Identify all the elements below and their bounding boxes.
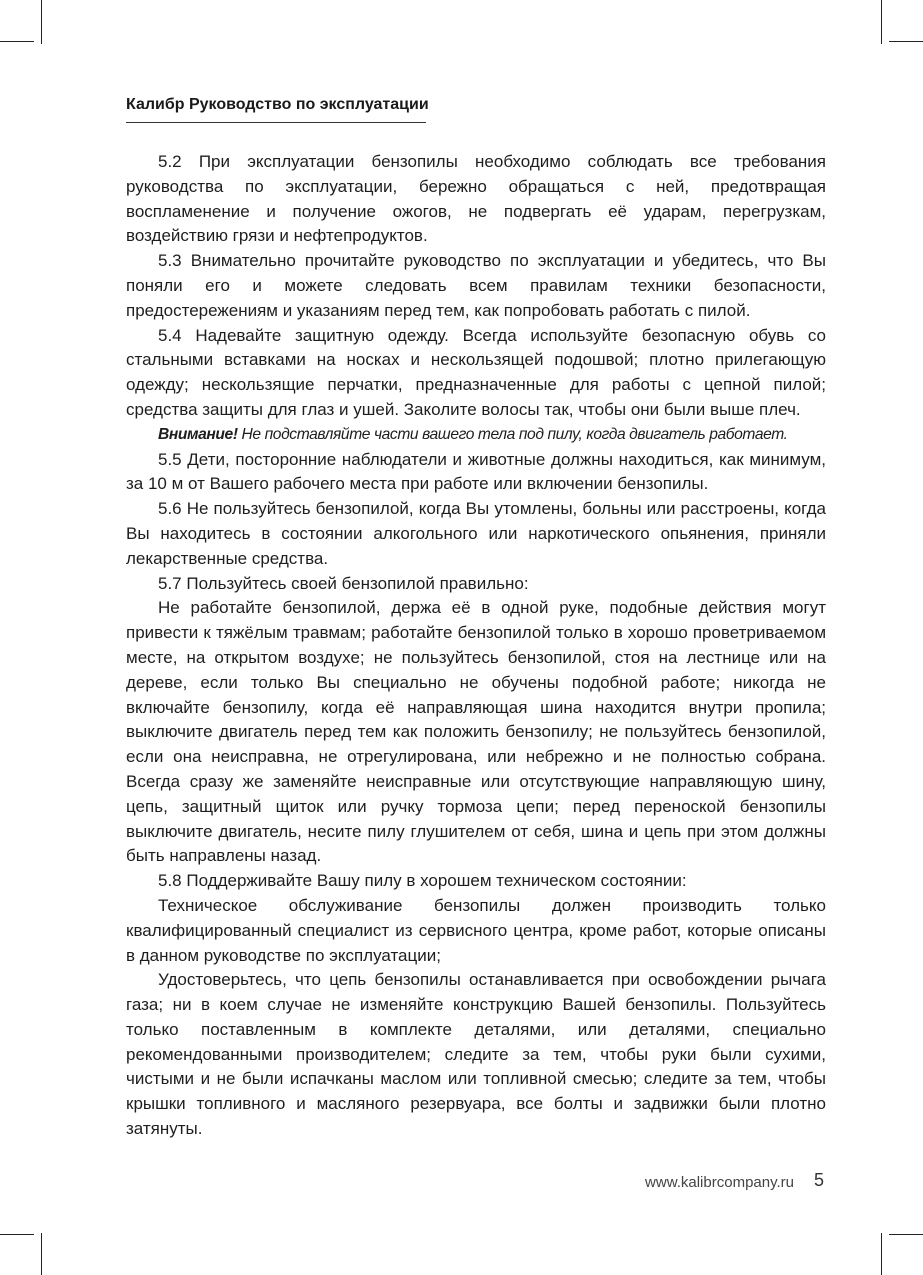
document-body [126, 150, 826, 1142]
paragraph-5-5: 5.5 Дети, посторонние наблюдатели и животные должны находиться, как минимум, за 10 м от Вашего рабочего места при работе или включении бензопилы. [126, 449, 826, 494]
header-rule [126, 122, 426, 123]
running-header: Калибр Руководство по эксплуатации [126, 96, 429, 113]
paragraph-5-8-body-1: Техническое обслуживание бензопилы должен производить только квалифицированный специалист из сервисного центра, кроме работ, которые описаны в данном руководстве по эксплуатации; [126, 895, 826, 965]
paragraph-5-8-body-2: Удостоверьтесь, что цепь бензопилы останавливается при освобождении рычага газа; ни в коем случае не изменяйте конструкцию Вашей бензопилы. Пользуйтесь только поставленным в комплекте деталями, или деталями, специально рекомендованными производителем; следите за тем, чтобы руки были сухими, чистыми и не были испачканы маслом или топливной смесью; следите за тем, чтобы крышки топливного и масляного резервуара, все болты и задвижки были плотно затянуты. [126, 970, 826, 1139]
crop-mark-top-right-horizontal [889, 41, 923, 42]
warning-note [126, 423, 826, 448]
crop-mark-top-left-horizontal [0, 41, 34, 42]
crop-mark-bottom-right-vertical [881, 1233, 882, 1275]
crop-mark-top-left-vertical [41, 0, 42, 44]
paragraph-5-7: 5.7 Пользуйтесь своей бензопилой правильно: [158, 573, 529, 593]
crop-mark-bottom-right-horizontal [889, 1234, 923, 1235]
crop-mark-bottom-left-horizontal [0, 1234, 34, 1235]
paragraph-5-6: 5.6 Не пользуйтесь бензопилой, когда Вы утомлены, больны или расстроены, когда Вы находитесь в состоянии алкогольного или наркотического опьянения, приняли лекарственные средства. [126, 499, 826, 568]
crop-mark-bottom-left-vertical [41, 1233, 42, 1275]
paragraph-5-3: 5.3 Внимательно прочитайте руководство по эксплуатации и убедитесь, что Вы поняли его и можете следовать всем правилам техники безопасности, предостережениям и указаниям перед тем, как попробовать работать с пилой. [126, 251, 826, 320]
warning-text: Не подставляйте части вашего тела под пилу, когда двигатель работает. [237, 425, 788, 443]
paragraph-5-8: 5.8 Поддерживайте Вашу пилу в хорошем техническом состоянии: [158, 871, 687, 891]
paragraph-5-4: 5.4 Надевайте защитную одежду. Всегда используйте безопасную обувь со стальными вставками на носках и нескользящей подошвой; плотно прилегающую одежду; нескользящие перчатки, предназначенные для работы с цепной пилой; средства защиты для глаз и ушей. Заколите волосы так, чтобы они были выше плеч. [126, 325, 826, 419]
footer-url: www.kalibrcompany.ru [645, 1174, 794, 1191]
paragraph-5-7-body: Не работайте бензопилой, держа её в одной руке, подобные действия могут привести к тяжёлым травмам; работайте бензопилой только в хорошо проветриваемом месте, на открытом воздухе; не пользуйтесь бензопилой, стоя на лестнице или на дереве, если только Вы специально не обучены подобной работе; никогда не включайте бензопилу, когда её направляющая шина находится внутри пропила; выключите двигатель перед тем как положить бензопилу; не пользуйтесь бензопилой, если она неисправна, не отрегулирована, или небрежно и не полностью собрана. Всегда сразу же заменяйте неисправные или отсутствующие направляющую шину, цепь, защитный щиток или ручку тормоза цепи; перед переноской бензопилы выключите двигатель, несите пилу глушителем от себя, шина и цепь при этом должны быть направлены назад. [126, 598, 826, 866]
page-number: 5 [814, 1170, 825, 1190]
warning-label: Внимание! [158, 425, 238, 443]
crop-mark-top-right-vertical [881, 0, 882, 44]
paragraph-5-2: 5.2 При эксплуатации бензопилы необходимо соблюдать все требования руководства по эксплуатации, бережно обращаться с ней, предотвращая воспламенение и получение ожогов, не подвергать её ударам, перегрузкам, воздействию грязи и нефтепродуктов. [126, 152, 826, 246]
